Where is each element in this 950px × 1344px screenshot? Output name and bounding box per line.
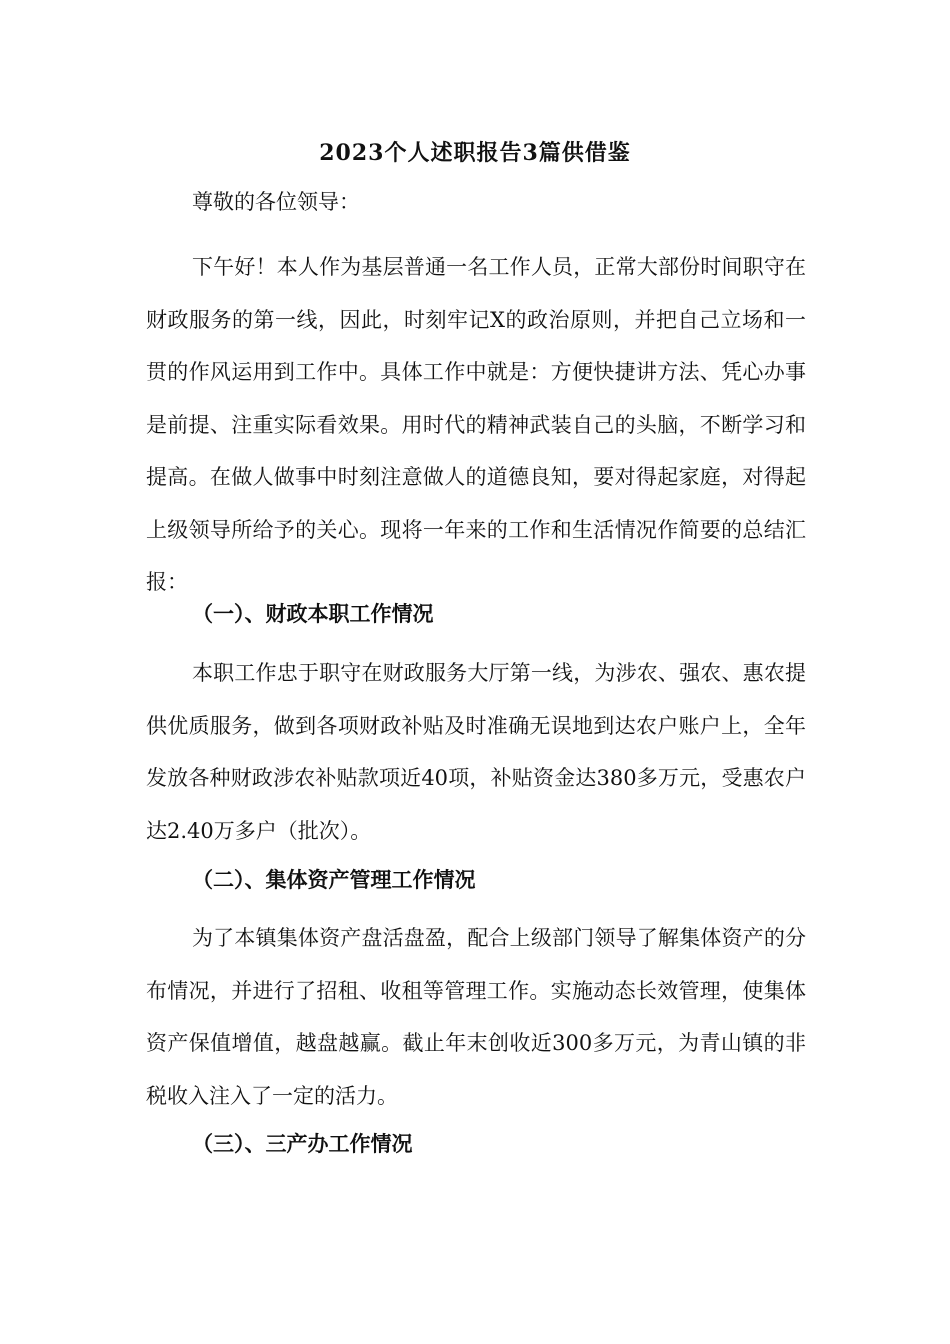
salutation: 尊敬的各位领导： bbox=[192, 190, 360, 214]
paragraph-finance: 本职工作忠于职守在财政服务大厅第一线，为涉农、强农、惠农提供优质服务，做到各项财政补贴及时准确无误地到达农户账户上，全年发放各种财政涉农补贴款项近40项，补贴资金达380多万元，受惠农户达2.40万多户（批次）。 bbox=[146, 661, 806, 843]
section-heading-collective-assets: （二）、集体资产管理工作情况 bbox=[192, 867, 476, 892]
section-heading-tertiary-office: （三）、三产办工作情况 bbox=[192, 1131, 413, 1156]
paragraph-collective-assets: 为了本镇集体资产盘活盘盈，配合上级部门领导了解集体资产的分布情况，并进行了招租、收租等管理工作。实施动态长效管理，使集体资产保值增值，越盘越赢。截止年末创收近300多万元，为青山镇的非税收入注入了一定的活力。 bbox=[146, 926, 806, 1108]
section-heading-finance: （一）、财政本职工作情况 bbox=[192, 601, 434, 626]
document-title: 2023个人述职报告3篇供借鉴 bbox=[319, 140, 631, 166]
paragraph-intro: 下午好！本人作为基层普通一名工作人员，正常大部份时间职守在财政服务的第一线，因此，时刻牢记X的政治原则，并把自己立场和一贯的作风运用到工作中。具体工作中就是：方便快捷讲方法、凭心办事是前提、注重实际看效果。用时代的精神武装自己的头脑，不断学习和提高。在做人做事中时刻注意做人的道德良知，要对得起家庭，对得起上级领导所给予的关心。现将一年来的工作和生活情况作简要的总结汇报： bbox=[146, 255, 806, 594]
